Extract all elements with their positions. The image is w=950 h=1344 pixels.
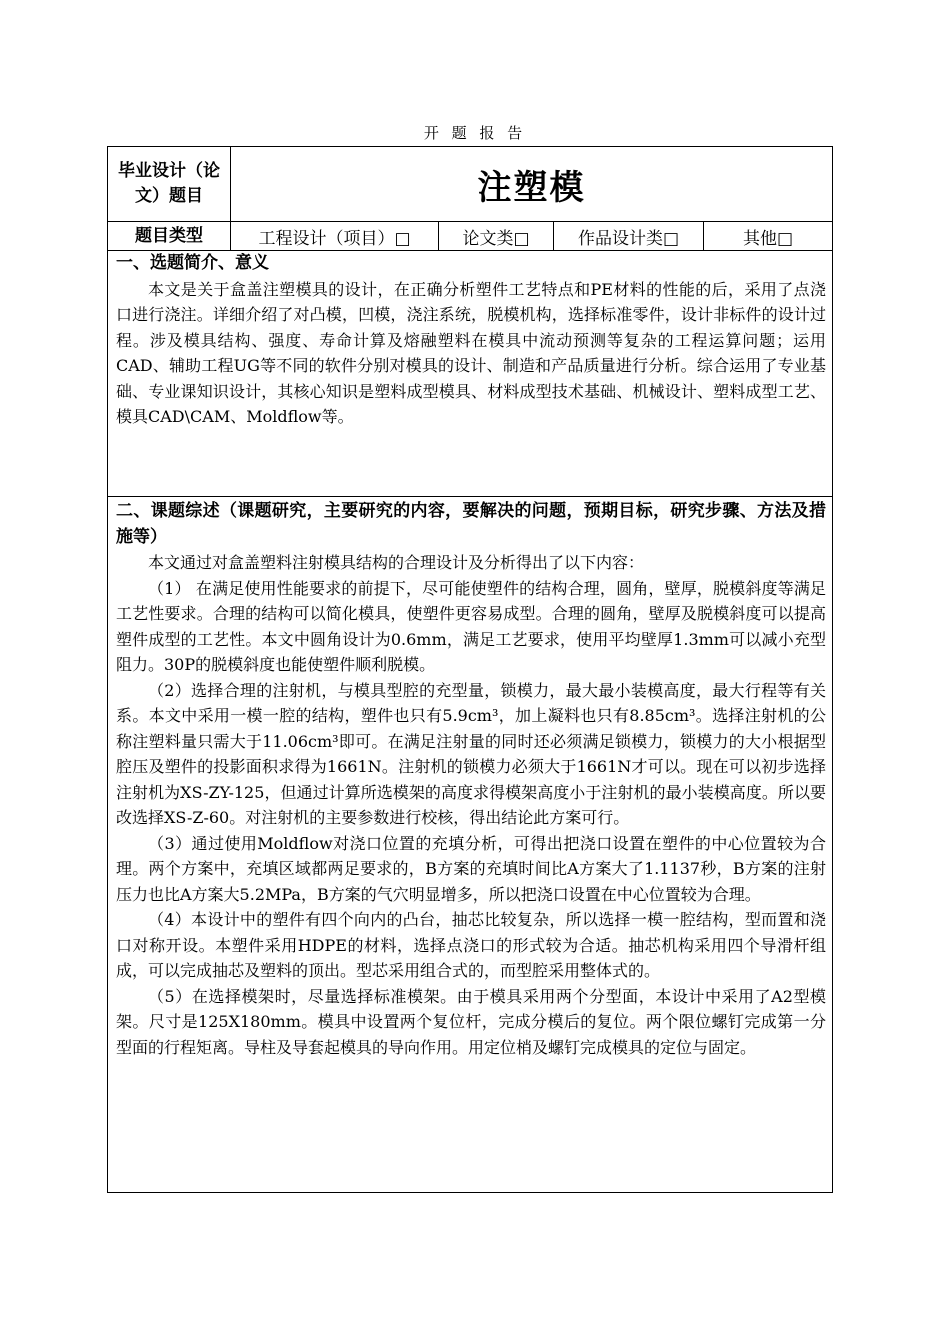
section1-heading: 一、选题简介、意义 (116, 253, 269, 273)
section1-row (108, 251, 833, 497)
title-row (108, 147, 833, 222)
title-label: 毕业设计（论文）题目 (108, 147, 231, 222)
section2-cell (108, 497, 833, 1193)
type-option-other[interactable]: 其他□ (704, 222, 833, 251)
section2-row (108, 497, 833, 1193)
type-row (108, 222, 833, 251)
section2-item-5: （5）在选择模架时，尽量选择标准模架。由于模具采用两个分型面，本设计中采用了A2型模架。尺寸是125X180mm。模具中设置两个复位杆，完成分模后的复位。两个限位螺钉完成第一分型面的行程矩离。导柱及导套起模具的导向作用。用定位梢及螺钉完成模具的定位与固定。 (116, 986, 826, 1057)
type-option-thesis[interactable]: 论文类□ (439, 222, 554, 251)
section2-item-2: （2）选择合理的注射机，与模具型腔的充型量，锁模力，最大最小装模高度，最大行程等有关系。本文中采用一模一腔的结构，塑件也只有5.9cm³，加上凝料也只有8.85cm³。选择注射机的公称注塑料量只需大于11.06cm³即可。在满足注射量的同时还必须满足锁模力，锁模力的大小根据型腔压及塑件的投影面积求得为1661N。注射机的锁模力必须大于1661N才可以。现在可以初步选择注射机为XS-ZY-125，但通过计算所选模架的高度求得模架高度小于注射机的最小装模高度。所以要改选择XS-Z-60。对注射机的主要参数进行校核，得出结论此方案可行。 (116, 680, 826, 827)
section2-item-1: （1） 在满足使用性能要求的前提下，尽可能使塑件的结构合理，圆角，壁厚，脱模斜度等满足工艺性要求。合理的结构可以简化模具，使塑件更容易成型。合理的圆角，壁厚及脱模斜度可以提高塑件成型的工艺性。本文中圆角设计为0.6mm，满足工艺要求，使用平均壁厚1.3mm可以减小充型阻力。30P的脱模斜度也能使塑件顺利脱模。 (116, 578, 826, 674)
page-header: 开 题 报 告 (423, 124, 527, 142)
section2-item-3: （3）通过使用Moldflow对浇口位置的充填分析，可得出把浇口设置在塑件的中心位置较为合理。两个方案中，充填区域都两足要求的，B方案的充填时间比A方案大了1.1137秒，B方案的注射压力也比A方案大5.2MPa，B方案的气穴明显增多，所以把浇口设置在中心位置较为合理。 (116, 833, 826, 904)
type-option-works[interactable]: 作品设计类□ (554, 222, 704, 251)
proposal-form-table (107, 146, 833, 1193)
type-label: 题目类型 (108, 222, 231, 251)
thesis-title: 注塑模 (231, 147, 833, 222)
type-option-engineering[interactable]: 工程设计（项目）□ (231, 222, 439, 251)
section1-cell (108, 251, 833, 497)
section2-intro: 本文通过对盒盖塑料注射模具结构的合理设计及分析得出了以下内容： (148, 553, 645, 572)
section2-heading: 二、课题综述（课题研究，主要研究的内容，要解决的问题，预期目标，研究步骤、方法及措施等） (116, 501, 826, 547)
section1-body: 本文是关于盒盖注塑模具的设计，在正确分析塑件工艺特点和PE材料的性能的后，采用了点浇口进行浇注。详细介绍了对凸模，凹模，浇注系统，脱模机构，选择标准零件，设计非标件的设计过程。涉及模具结构、强度、寿命计算及熔融塑料在模具中流动预测等复杂的工程运算问题；运用CAD、辅助工程UG等不同的软件分别对模具的设计、制造和产品质量进行分析。综合运用了专业基础、专业课知识设计，其核心知识是塑料成型模具、材料成型技术基础、机械设计、塑料成型工艺、模具CAD\CAM、Moldflow等。 (116, 279, 826, 426)
section2-item-4: （4）本设计中的塑件有四个向内的凸台，抽芯比较复杂，所以选择一模一腔结构，型而置和浇口对称开设。本塑件采用HDPE的材料，选择点浇口的形式较为合适。抽芯机构采用四个导滑杆组成，可以完成抽芯及塑料的顶出。型芯采用组合式的，而型腔采用整体式的。 (116, 910, 826, 980)
